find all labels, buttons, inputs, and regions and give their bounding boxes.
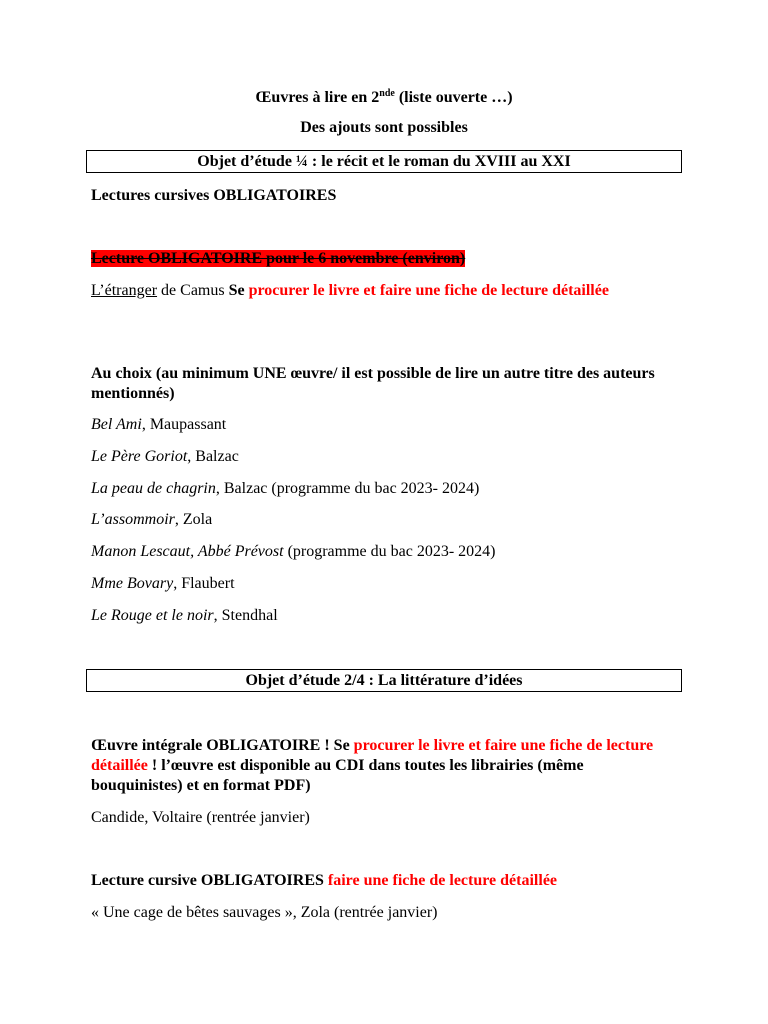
document-title — [86, 88, 682, 108]
list-item: Manon Lescaut, Abbé Prévost (programme du bac 2023- 2024) — [91, 543, 496, 560]
cursive-heading: Lectures cursives OBLIGATOIRES — [91, 187, 337, 204]
list-item: Le Rouge et le noir, Stendhal — [91, 607, 278, 624]
book-line — [91, 281, 651, 301]
integral-work: Candide, Voltaire (rentrée janvier) — [91, 809, 310, 826]
list-item: Bel Ami, Maupassant — [91, 416, 227, 433]
list-item: L’assommoir, Zola — [91, 511, 213, 528]
cursive-work: « Une cage de bêtes sauvages », Zola (rentrée janvier) — [91, 904, 438, 921]
highlighted-text: Lecture OBLIGATOIRE pour le 6 novembre (environ) — [91, 250, 466, 267]
book-title: L’étranger — [91, 282, 158, 299]
integral-paragraph: Œuvre intégrale OBLIGATOIRE ! Se procurer le livre et faire une fiche de lecture détaillée ! l’œuvre est disponible au CDI dans toutes les librairies (même bouquinistes) et en format PDF) — [91, 737, 654, 794]
section-box-title-1: Objet d’étude ¼ : le récit et le roman du XVIII au XXI — [86, 150, 682, 173]
title-text: Œuvres à lire en 2 — [255, 89, 380, 106]
list-item: Le Père Goriot, Balzac — [91, 448, 239, 465]
highlight-line — [91, 249, 681, 269]
choice-heading: Au choix (au minimum UNE œuvre/ il est possible de lire un autre titre des auteurs mentionnés) — [91, 365, 655, 402]
section-box-title-2: Objet d’étude 2/4 : La littérature d’idées — [86, 669, 682, 692]
book-author: de Camus — [157, 282, 229, 299]
title-superscript: nde — [379, 88, 395, 99]
book-se: Se — [228, 282, 249, 299]
cursive-obligatory: Lecture cursive OBLIGATOIRES faire une fiche de lecture détaillée — [91, 872, 558, 889]
book-instruction: procurer le livre et faire une fiche de lecture détaillée — [248, 282, 609, 299]
list-item: La peau de chagrin, Balzac (programme du bac 2023- 2024) — [91, 480, 480, 497]
list-item: Mme Bovary, Flaubert — [91, 575, 235, 592]
title-text-end: (liste ouverte …) — [394, 89, 513, 106]
document-subtitle: Des ajouts sont possibles — [300, 119, 468, 136]
